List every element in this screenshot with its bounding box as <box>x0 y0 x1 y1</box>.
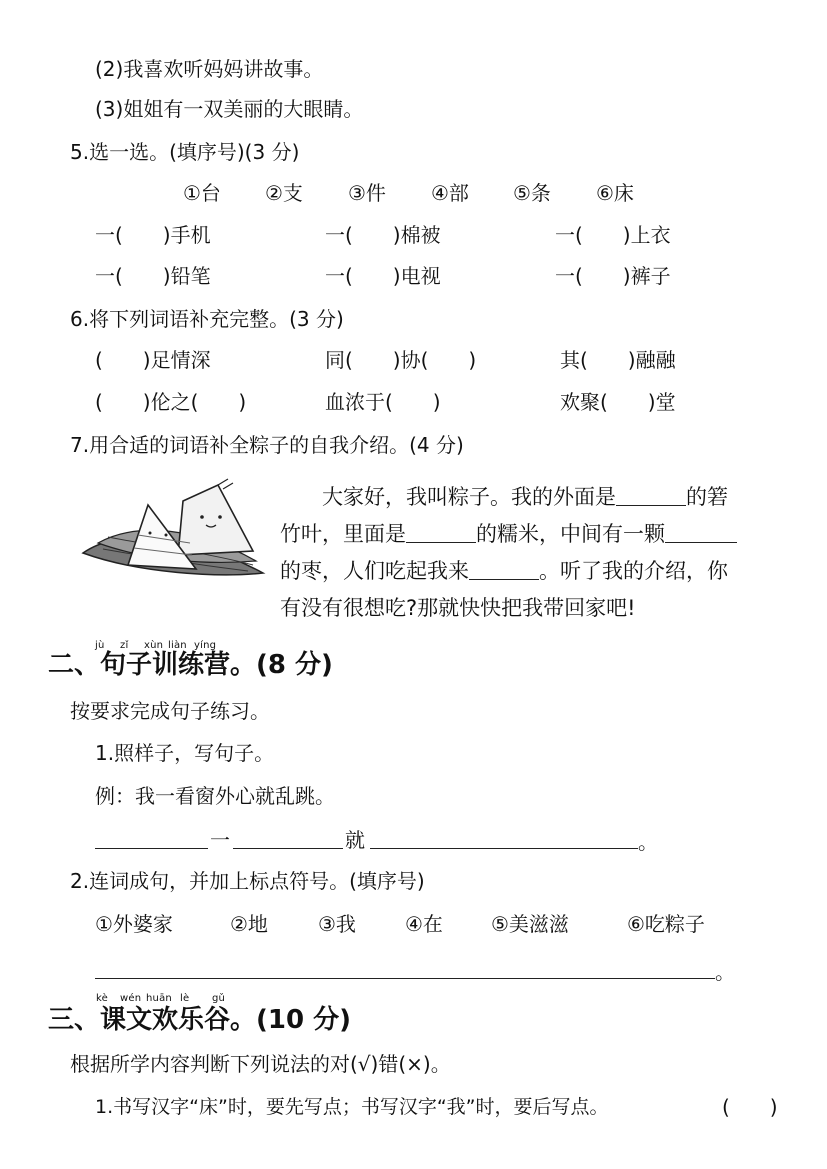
word-option: ⑤美滋滋 <box>491 912 569 936</box>
answer-paren[interactable]: ( ) <box>722 1095 778 1119</box>
intro-text: 竹叶，里面是 <box>280 522 406 546</box>
q5-option: ②支 <box>265 181 303 205</box>
zongzi-intro-paragraph <box>280 479 780 627</box>
q6-title: 6.将下列词语补充完整。(3 分) <box>70 307 344 331</box>
pinyin: kè <box>96 993 108 1004</box>
intro-text: 。听了我的介绍，你 <box>539 559 728 583</box>
q5-item: 一( )电视 <box>325 264 441 288</box>
answer-line[interactable] <box>233 848 343 849</box>
pinyin: zǐ <box>120 640 129 651</box>
s3-q1: 1.书写汉字“床”时，要先写点；书写汉字“我”时，要后写点。 <box>95 1096 609 1118</box>
word-option: ②地 <box>230 912 268 936</box>
s2-q1-yi: 一 <box>210 828 230 852</box>
s2-q1-end: 。 <box>638 830 658 854</box>
answer-blank[interactable] <box>616 487 686 506</box>
pinyin: huān <box>146 993 172 1004</box>
answer-line[interactable] <box>370 848 638 849</box>
q5-title: 5.选一选。(填序号)(3 分) <box>70 140 300 164</box>
q5-option: ⑤条 <box>513 181 551 205</box>
q5-option: ④部 <box>431 181 469 205</box>
intro-text: 大家好，我叫粽子。我的外面是 <box>322 485 616 509</box>
q6-item: 其( )融融 <box>560 348 676 372</box>
word-option: ④在 <box>405 912 443 936</box>
s2-q2-end: 。 <box>715 960 735 984</box>
intro-text: 的箬 <box>686 485 728 509</box>
q6-item: ( )足情深 <box>95 348 211 372</box>
q6-item: 欢聚( )堂 <box>560 390 676 414</box>
pinyin: yíng <box>194 640 217 651</box>
section3-heading: 三、课文欢乐谷。(10 分) <box>48 1005 351 1035</box>
section2-heading: 二、句子训练营。(8 分) <box>48 650 333 680</box>
q5-option: ⑥床 <box>596 181 634 205</box>
answer-blank[interactable] <box>406 524 476 543</box>
answer-line[interactable] <box>95 978 715 979</box>
q5-option: ③件 <box>348 181 386 205</box>
q5-item: 一( )棉被 <box>325 223 441 247</box>
pinyin: lè <box>180 993 190 1004</box>
q5-item: 一( )铅笔 <box>95 264 211 288</box>
pinyin: wén <box>120 993 142 1004</box>
q6-item: 同( )协( ) <box>325 348 477 372</box>
word-option: ③我 <box>318 912 356 936</box>
q6-item: 血浓于( ) <box>325 390 441 414</box>
answer-line[interactable] <box>95 848 208 849</box>
q5-option: ①台 <box>183 181 221 205</box>
word-option: ⑥吃粽子 <box>627 912 705 936</box>
section3-instruction: 根据所学内容判断下列说法的对(√)错(×)。 <box>70 1052 451 1076</box>
s2-q1-jiu: 就 <box>345 828 365 852</box>
answer-blank[interactable] <box>469 561 539 580</box>
pinyin: liàn <box>168 640 187 651</box>
intro-text: 的糯米，中间有一颗 <box>476 522 665 546</box>
section2-instruction: 按要求完成句子练习。 <box>70 699 270 723</box>
pinyin: jù <box>95 640 105 651</box>
s2-q2-title: 2.连词成句，并加上标点符号。(填序号) <box>70 869 425 893</box>
sentence-3: (3)姐姐有一双美丽的大眼睛。 <box>95 97 364 121</box>
zongzi-illustration <box>78 473 268 593</box>
intro-text: 有没有很想吃?那就快快把我带回家吧! <box>280 596 636 620</box>
s2-q1-example: 例：我一看窗外心就乱跳。 <box>95 784 335 808</box>
s2-q1-title: 1.照样子，写句子。 <box>95 741 275 765</box>
q7-title: 7.用合适的词语补全粽子的自我介绍。(4 分) <box>70 433 464 457</box>
q5-item: 一( )上衣 <box>555 223 671 247</box>
answer-blank[interactable] <box>665 524 737 543</box>
pinyin: gǔ <box>212 993 226 1004</box>
intro-text: 的枣，人们吃起我来 <box>280 559 469 583</box>
q5-item: 一( )手机 <box>95 223 211 247</box>
q6-item: ( )伦之( ) <box>95 390 247 414</box>
sentence-2: (2)我喜欢听妈妈讲故事。 <box>95 57 324 81</box>
q5-item: 一( )裤子 <box>555 264 671 288</box>
word-option: ①外婆家 <box>95 912 173 936</box>
pinyin: xùn <box>144 640 164 651</box>
